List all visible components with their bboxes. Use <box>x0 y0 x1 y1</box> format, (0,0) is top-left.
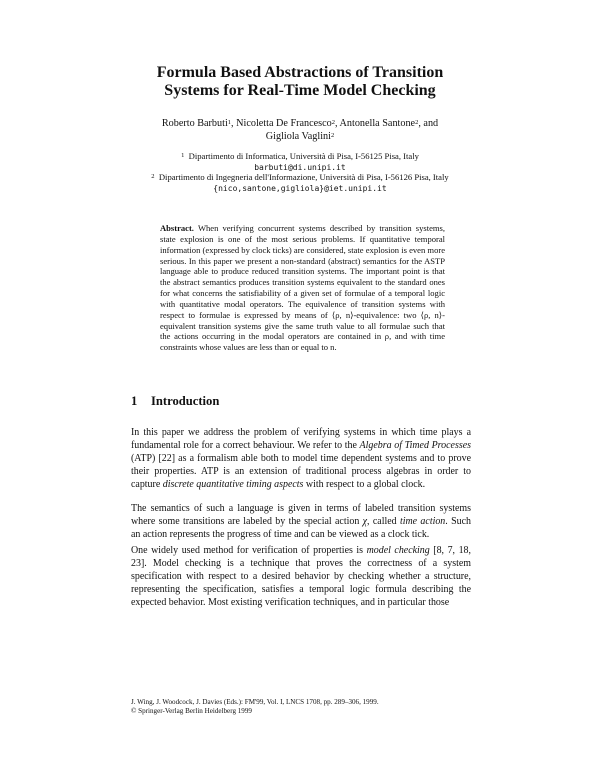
author-name: Nicoletta De Francesco <box>236 118 332 129</box>
footer-copyright: © Springer-Verlag Berlin Heidelberg 1999 <box>131 707 252 716</box>
affiliation-2 <box>0 172 600 183</box>
affiliation-mark: 2 <box>331 119 335 126</box>
affiliation-mark: 1 <box>227 119 232 126</box>
affiliation-1 <box>0 151 600 162</box>
affiliation-1-email: barbuti@di.unipi.it <box>254 163 346 172</box>
abstract-text: When verifying concurrent systems described by transition systems, state explosion is one of the most serious problems. If quantitative temporal information (expressed by clock ticks) are considered, state explosion is even more serious. In this paper we present a non-standard (abstract) semantics for the ASTP language able to produce reduced transition systems. The important point is that the abstract semantics produces transition systems equivalent to the standard ones for what concerns the satisfiability of a given set of formulae of a temporal logic with quantitative modal operators. The equivalence of transition systems with respect to formulae is expressed by means of ⟨ρ, n⟩-equivalence: two ⟨ρ, n⟩-equivalent transition systems give the same truth value to all formulae such that the actions occurring in the modal operators are contained in ρ, and with time constraints whose values are less than or equal to n. <box>160 223 445 353</box>
paragraph-text: , called <box>367 515 400 527</box>
body-paragraph <box>131 503 471 542</box>
paragraph-text: The semantics of such a language is given in terms of labeled transition systems where some transitions are labeled by the special action <box>131 503 471 527</box>
author-separator: , <box>231 118 237 129</box>
paragraph-emphasis: discrete quantitative timing aspects <box>162 478 304 490</box>
affiliation-mark: 1 <box>181 152 185 159</box>
paragraph-text: [8, 7, 18, 23]. Model checking is a technique that proves the correctness of a system specification with respect to a desired behavior by checking whether a structure, representing the specification, satisfies a temporal logic formula describing the expected behavior. Most existing verification techniques, and in particular those <box>131 545 472 608</box>
paragraph-emphasis: χ <box>362 515 368 527</box>
abstract <box>160 223 445 353</box>
section-number: 1 <box>131 394 138 408</box>
affiliation-mark: 2 <box>330 132 335 139</box>
footer-citation: J. Wing, J. Woodcock, J. Davies (Eds.): FM'99, Vol. I, LNCS 1708, pp. 289–306, 1999. <box>131 698 379 706</box>
paragraph-emphasis: model checking <box>366 545 430 556</box>
paragraph-text: (ATP) [22] as a formalism able both to model time dependent systems and to prove their properties. ATP is an extension of traditional process algebras in order to capture <box>131 452 471 490</box>
author-list <box>120 117 480 143</box>
paragraph-text: with respect to a global clock. <box>303 478 426 490</box>
author-name: Roberto Barbuti <box>161 118 228 129</box>
section-title: Introduction <box>151 394 220 408</box>
affiliation-text: Dipartimento di Informatica, Università di Pisa, I-56125 Pisa, Italy <box>188 151 419 161</box>
paragraph-text: . Such an action represents the progress of time and can be viewed as a clock tick. <box>131 515 471 540</box>
paragraph-emphasis: Algebra of Timed Processes <box>359 439 471 451</box>
affiliation-mark: 2 <box>415 119 419 126</box>
author-separator: , and <box>418 118 439 129</box>
paragraph-text: One widely used method for verification of properties is <box>131 545 367 556</box>
copyright-footer <box>131 698 471 716</box>
affiliation-2-email: {nico,santone,gigliola}@iet.unipi.it <box>213 184 387 193</box>
affiliation-text: Dipartimento di Ingegneria dell'Informazione, Università di Pisa, I-56126 Pisa, Italy <box>158 172 449 182</box>
author-separator: , <box>335 118 340 129</box>
abstract-label: Abstract. <box>160 223 194 233</box>
paragraph-emphasis: time action <box>399 515 446 527</box>
body-paragraph <box>131 545 471 610</box>
author-name: Antonella Santone <box>339 118 416 129</box>
paper-title-line-2: Systems for Real-Time Model Checking <box>164 82 436 99</box>
affiliation-mark: 2 <box>151 173 155 180</box>
body-paragraph <box>131 427 471 492</box>
paragraph-text: In this paper we address the problem of verifying systems in which time plays a fundamental role for a correct behaviour. We refer to the <box>131 427 471 451</box>
author-name: Gigliola Vaglini <box>265 131 331 142</box>
paper-title-line-1: Formula Based Abstractions of Transition <box>156 64 444 81</box>
section-heading <box>131 394 219 409</box>
